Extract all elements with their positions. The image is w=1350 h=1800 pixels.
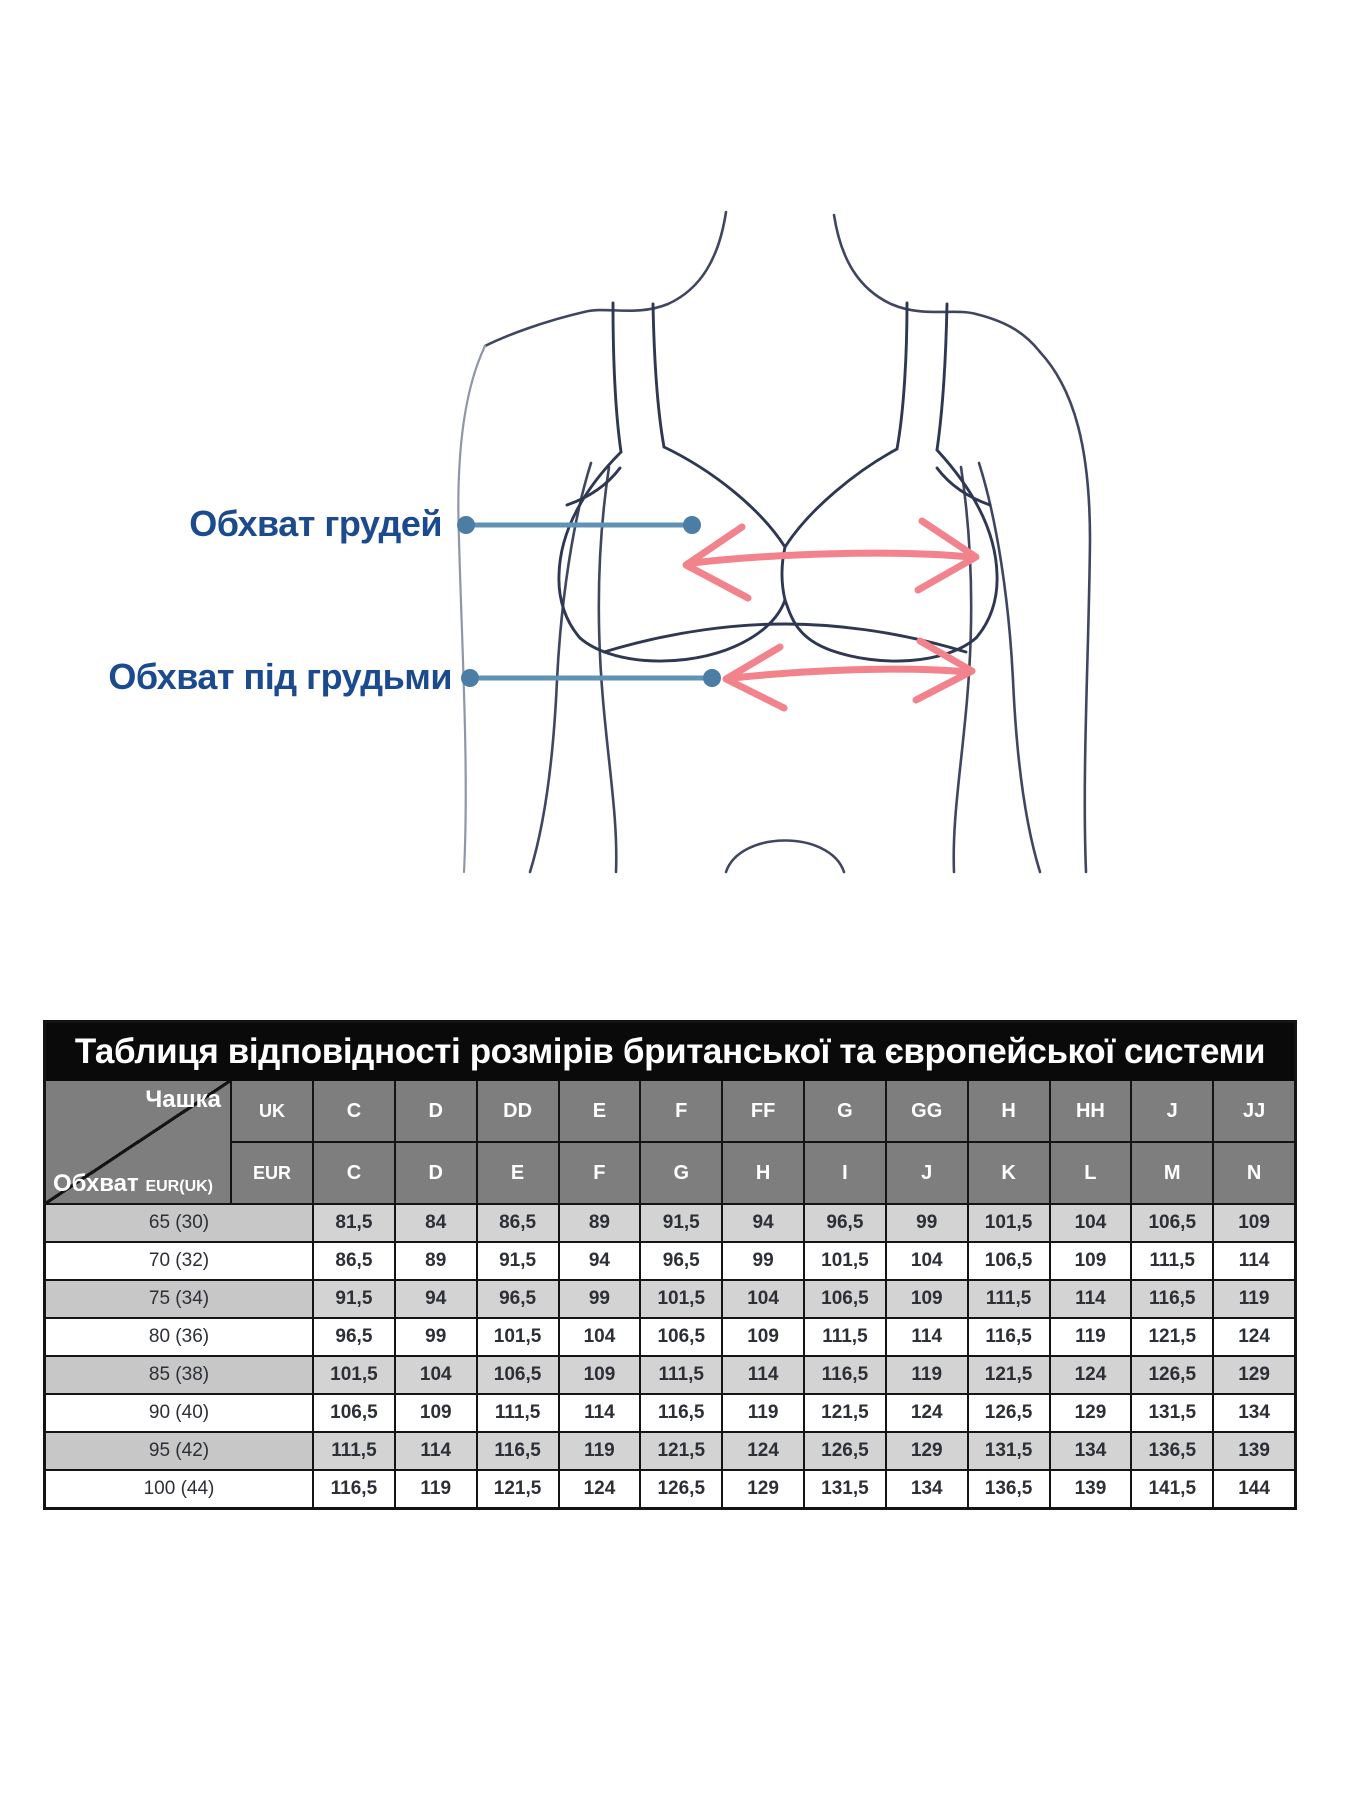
size-cell: 96,5 xyxy=(314,1319,394,1355)
bra-outline xyxy=(559,303,997,661)
size-cell: 126,5 xyxy=(805,1433,885,1469)
uk-cup-header: DD xyxy=(478,1081,558,1141)
size-cell: 126,5 xyxy=(1132,1357,1212,1393)
size-cell: 121,5 xyxy=(1132,1319,1212,1355)
size-cell: 86,5 xyxy=(478,1205,558,1241)
size-cell: 99 xyxy=(723,1243,803,1279)
size-cell: 109 xyxy=(560,1357,640,1393)
bust-label: Обхват грудей xyxy=(189,503,442,544)
uk-cup-header: F xyxy=(641,1081,721,1141)
corner-girth-label xyxy=(53,1170,213,1198)
row-label: 85 (38) xyxy=(46,1357,312,1393)
size-cell: 119 xyxy=(723,1395,803,1431)
row-label: 65 (30) xyxy=(46,1205,312,1241)
size-cell: 114 xyxy=(560,1395,640,1431)
uk-cup-header: H xyxy=(969,1081,1049,1141)
size-cell: 109 xyxy=(1051,1243,1131,1279)
uk-cup-header: G xyxy=(805,1081,885,1141)
row-label: 70 (32) xyxy=(46,1243,312,1279)
size-cell: 134 xyxy=(1051,1433,1131,1469)
size-cell: 94 xyxy=(560,1243,640,1279)
size-cell: 111,5 xyxy=(478,1395,558,1431)
size-cell: 116,5 xyxy=(641,1395,721,1431)
size-cell: 114 xyxy=(887,1319,967,1355)
table-title: Таблиця відповідності розмірів британської та європейської системи xyxy=(46,1023,1294,1081)
size-cell: 114 xyxy=(396,1433,476,1469)
underbust-leader-line xyxy=(461,669,721,687)
size-cell: 109 xyxy=(1214,1205,1294,1241)
size-cell: 109 xyxy=(723,1319,803,1355)
size-cell: 109 xyxy=(396,1395,476,1431)
girth-word: Обхват xyxy=(53,1170,139,1197)
size-cell: 124 xyxy=(560,1471,640,1507)
size-cell: 139 xyxy=(1214,1433,1294,1469)
size-cell: 126,5 xyxy=(969,1395,1049,1431)
eur-cup-header: M xyxy=(1132,1143,1212,1203)
size-cell: 89 xyxy=(560,1205,640,1241)
size-cell: 116,5 xyxy=(314,1471,394,1507)
size-cell: 104 xyxy=(723,1281,803,1317)
size-cell: 104 xyxy=(887,1243,967,1279)
size-cell: 119 xyxy=(1214,1281,1294,1317)
uk-cup-header: C xyxy=(314,1081,394,1141)
size-cell: 121,5 xyxy=(805,1395,885,1431)
size-cell: 111,5 xyxy=(805,1319,885,1355)
size-cell: 136,5 xyxy=(969,1471,1049,1507)
eur-system-header: EUR xyxy=(232,1143,312,1203)
uk-cup-header: FF xyxy=(723,1081,803,1141)
eur-cup-header: F xyxy=(560,1143,640,1203)
size-cell: 121,5 xyxy=(641,1433,721,1469)
corner-cell xyxy=(46,1081,230,1203)
leader-dot xyxy=(457,516,475,534)
eur-cup-header: H xyxy=(723,1143,803,1203)
size-cell: 119 xyxy=(887,1357,967,1393)
size-cell: 101,5 xyxy=(478,1319,558,1355)
size-cell: 119 xyxy=(396,1471,476,1507)
leader-dot xyxy=(461,669,479,687)
size-cell: 104 xyxy=(560,1319,640,1355)
size-cell: 91,5 xyxy=(314,1281,394,1317)
eur-cup-header: E xyxy=(478,1143,558,1203)
size-cell: 104 xyxy=(396,1357,476,1393)
size-cell: 116,5 xyxy=(805,1357,885,1393)
size-cell: 99 xyxy=(887,1205,967,1241)
size-cell: 111,5 xyxy=(969,1281,1049,1317)
size-cell: 106,5 xyxy=(969,1243,1049,1279)
eur-cup-header: G xyxy=(641,1143,721,1203)
size-cell: 101,5 xyxy=(314,1357,394,1393)
row-label: 90 (40) xyxy=(46,1395,312,1431)
eur-cup-header: K xyxy=(969,1143,1049,1203)
size-cell: 136,5 xyxy=(1132,1433,1212,1469)
size-cell: 114 xyxy=(723,1357,803,1393)
size-cell: 106,5 xyxy=(805,1281,885,1317)
size-cell: 121,5 xyxy=(969,1357,1049,1393)
size-cell: 96,5 xyxy=(805,1205,885,1241)
size-cell: 109 xyxy=(887,1281,967,1317)
size-cell: 94 xyxy=(396,1281,476,1317)
bust-leader-line xyxy=(457,516,701,534)
size-cell: 106,5 xyxy=(478,1357,558,1393)
uk-cup-header: JJ xyxy=(1214,1081,1294,1141)
row-label: 75 (34) xyxy=(46,1281,312,1317)
size-cell: 96,5 xyxy=(478,1281,558,1317)
size-cell: 124 xyxy=(887,1395,967,1431)
uk-cup-header: J xyxy=(1132,1081,1212,1141)
size-cell: 139 xyxy=(1051,1471,1131,1507)
size-cell: 94 xyxy=(723,1205,803,1241)
size-cell: 86,5 xyxy=(314,1243,394,1279)
size-cell: 114 xyxy=(1051,1281,1131,1317)
row-label: 80 (36) xyxy=(46,1319,312,1355)
size-cell: 131,5 xyxy=(805,1471,885,1507)
size-cell: 111,5 xyxy=(641,1357,721,1393)
size-cell: 101,5 xyxy=(805,1243,885,1279)
size-cell: 111,5 xyxy=(314,1433,394,1469)
size-table xyxy=(43,1020,1297,1510)
uk-cup-header: E xyxy=(560,1081,640,1141)
eur-cup-header: N xyxy=(1214,1143,1294,1203)
size-cell: 104 xyxy=(1051,1205,1131,1241)
size-cell: 116,5 xyxy=(478,1433,558,1469)
eur-cup-header: C xyxy=(314,1143,394,1203)
size-cell: 84 xyxy=(396,1205,476,1241)
size-cell: 131,5 xyxy=(1132,1395,1212,1431)
size-cell: 89 xyxy=(396,1243,476,1279)
size-cell: 106,5 xyxy=(641,1319,721,1355)
size-cell: 101,5 xyxy=(641,1281,721,1317)
size-cell: 131,5 xyxy=(969,1433,1049,1469)
size-cell: 116,5 xyxy=(969,1319,1049,1355)
leader-dot xyxy=(703,669,721,687)
girth-sub: EUR(UK) xyxy=(145,1178,213,1195)
size-cell: 106,5 xyxy=(1132,1205,1212,1241)
eur-cup-header: L xyxy=(1051,1143,1131,1203)
size-cell: 124 xyxy=(1214,1319,1294,1355)
size-cell: 96,5 xyxy=(641,1243,721,1279)
row-label: 95 (42) xyxy=(46,1433,312,1469)
size-cell: 99 xyxy=(396,1319,476,1355)
size-cell: 124 xyxy=(1051,1357,1131,1393)
row-label: 100 (44) xyxy=(46,1471,312,1507)
leader-dot xyxy=(683,516,701,534)
eur-cup-header: J xyxy=(887,1143,967,1203)
size-cell: 114 xyxy=(1214,1243,1294,1279)
size-cell: 119 xyxy=(1051,1319,1131,1355)
size-cell: 121,5 xyxy=(478,1471,558,1507)
size-cell: 91,5 xyxy=(641,1205,721,1241)
uk-cup-header: GG xyxy=(887,1081,967,1141)
corner-cup-label: Чашка xyxy=(145,1086,221,1113)
size-cell: 91,5 xyxy=(478,1243,558,1279)
size-cell: 81,5 xyxy=(314,1205,394,1241)
size-cell: 101,5 xyxy=(969,1205,1049,1241)
underbust-measure-arrow xyxy=(726,641,972,708)
size-cell: 124 xyxy=(723,1433,803,1469)
size-cell: 99 xyxy=(560,1281,640,1317)
size-cell: 144 xyxy=(1214,1471,1294,1507)
size-cell: 141,5 xyxy=(1132,1471,1212,1507)
size-cell: 126,5 xyxy=(641,1471,721,1507)
eur-cup-header: D xyxy=(396,1143,476,1203)
size-cell: 106,5 xyxy=(314,1395,394,1431)
eur-cup-header: I xyxy=(805,1143,885,1203)
bust-measure-arrow xyxy=(686,521,976,598)
size-cell: 129 xyxy=(887,1433,967,1469)
underbust-label: Обхват під грудьми xyxy=(108,656,452,697)
size-cell: 134 xyxy=(887,1471,967,1507)
size-cell: 111,5 xyxy=(1132,1243,1212,1279)
size-cell: 134 xyxy=(1214,1395,1294,1431)
arm-outline-light xyxy=(458,346,485,872)
size-cell: 129 xyxy=(1051,1395,1131,1431)
size-cell: 129 xyxy=(1214,1357,1294,1393)
table-grid xyxy=(46,1081,1294,1507)
size-cell: 119 xyxy=(560,1433,640,1469)
size-cell: 129 xyxy=(723,1471,803,1507)
uk-system-header: UK xyxy=(232,1081,312,1141)
uk-cup-header: D xyxy=(396,1081,476,1141)
uk-cup-header: HH xyxy=(1051,1081,1131,1141)
size-cell: 116,5 xyxy=(1132,1281,1212,1317)
